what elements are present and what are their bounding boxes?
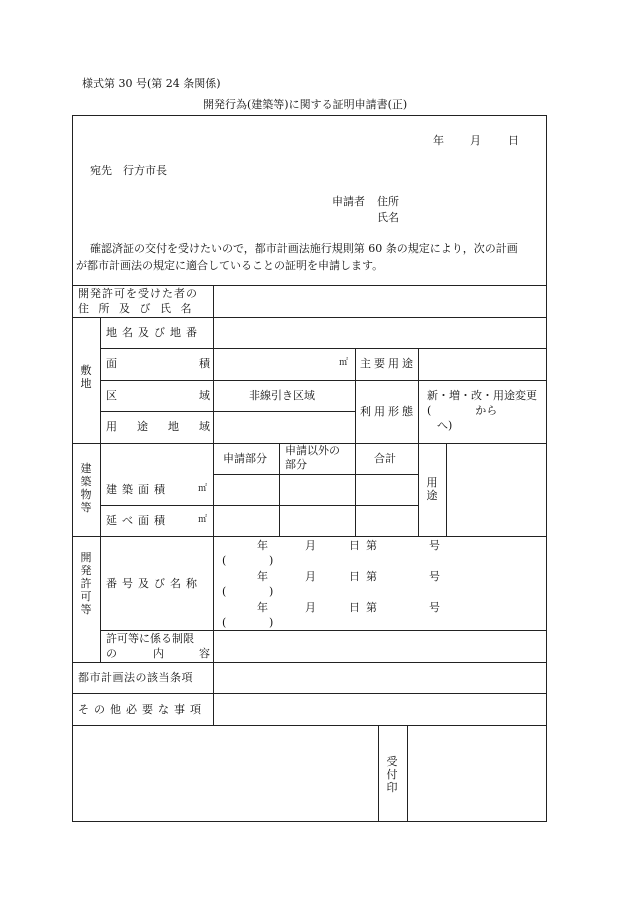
receipt-stamp-label: 受付印 [386, 755, 398, 794]
permit-entry3-go: 号 [429, 601, 440, 614]
site-location-label: 地名及び地番 [106, 326, 202, 339]
date-day: 日 [508, 134, 519, 147]
permit-entry2-month: 月 [305, 570, 316, 583]
zone-label-left: 区 [106, 389, 117, 402]
usage-change-line1: 新・増・改・用途変更 [427, 389, 537, 402]
applicant-name-label: 氏名 [377, 211, 399, 224]
floor-area-unit: ㎡ [198, 515, 208, 525]
permit-label: 開発許可等 [80, 551, 92, 616]
permit-entry2-year: 年 [257, 570, 268, 583]
applicant-address-label: 住所 [377, 195, 399, 208]
city-planning-article-label: 都市計画法の該当条項 [78, 671, 193, 684]
building-area-label: 建築面積 [106, 483, 170, 496]
restriction-label-2b: 内 [153, 647, 164, 660]
permit-entry1-go: 号 [429, 539, 440, 552]
col-other-2: 部分 [285, 458, 307, 471]
zone-value: 非線引き区域 [249, 389, 315, 402]
application-form [72, 115, 547, 822]
permit-holder-label-2: 住 所 及 び 氏 名 [78, 302, 195, 315]
main-use-label: 主要用途 [360, 357, 416, 370]
restriction-label-2c: 容 [199, 647, 210, 660]
permit-entry3-paren-open: ( [222, 616, 227, 629]
permit-entry2-paren-close: ) [269, 585, 274, 598]
permit-entry3-paren-close: ) [269, 616, 274, 629]
permit-entry1-num: 第 [366, 539, 377, 552]
permit-entry3-year: 年 [257, 601, 268, 614]
area-label-right: 積 [199, 357, 210, 370]
permit-entry1-paren-open: ( [222, 554, 227, 567]
date-year: 年 [433, 134, 444, 147]
recipient: 宛先 行方市長 [90, 164, 167, 177]
col-total: 合計 [374, 452, 396, 465]
permit-entry1-paren-close: ) [269, 554, 274, 567]
floor-area-label: 延べ面積 [106, 514, 170, 527]
permit-entry2-go: 号 [429, 570, 440, 583]
applicant-label: 申請者 [332, 195, 365, 208]
form-title: 開発行為(建築等)に関する証明申請書(正) [203, 98, 408, 111]
permit-number-name-label: 番号及び名称 [106, 577, 202, 590]
permit-entry3-num: 第 [366, 601, 377, 614]
restriction-label-1: 許可等に係る制限 [106, 632, 194, 645]
restriction-label-2a: の [106, 647, 117, 660]
building-label: 建築物等 [80, 462, 92, 514]
permit-entry1-month: 月 [305, 539, 316, 552]
usage-form-label: 利用形態 [360, 405, 416, 418]
permit-entry1-day: 日 [349, 539, 360, 552]
date-month: 月 [470, 134, 481, 147]
permit-entry3-day: 日 [349, 601, 360, 614]
permit-entry2-day: 日 [349, 570, 360, 583]
other-matters-label: その他必要な事項 [78, 703, 206, 716]
col-other-1: 申請以外の [285, 444, 340, 457]
use-district-c2: 途 [137, 420, 148, 433]
usage-change-line2: ( から [427, 404, 498, 417]
zone-label-right: 域 [199, 389, 210, 402]
permit-entry2-paren-open: ( [222, 585, 227, 598]
permit-holder-label-1: 開発許可を受けた者の [78, 287, 198, 300]
site-label: 敷地 [80, 364, 92, 390]
permit-entry2-num: 第 [366, 570, 377, 583]
permit-entry3-month: 月 [305, 601, 316, 614]
usage-change-line3: へ) [437, 419, 453, 432]
use-vertical-label: 用途 [426, 476, 438, 502]
area-unit: ㎡ [339, 358, 349, 368]
permit-entry1-year: 年 [257, 539, 268, 552]
area-label-left: 面 [106, 357, 117, 370]
form-number: 様式第 30 号(第 24 条関係) [82, 77, 221, 90]
body-text-line2: が都市計画法の規定に適合していることの証明を申請します。 [76, 259, 384, 272]
body-text-line1: 確認済証の交付を受けたいので，都市計画法施行規則第 60 条の規定により，次の計画 [90, 242, 518, 255]
col-applied: 申請部分 [223, 452, 267, 465]
use-district-c3: 地 [168, 420, 179, 433]
building-area-unit: ㎡ [198, 484, 208, 494]
use-district-c4: 域 [199, 420, 210, 433]
use-district-c1: 用 [106, 420, 117, 433]
